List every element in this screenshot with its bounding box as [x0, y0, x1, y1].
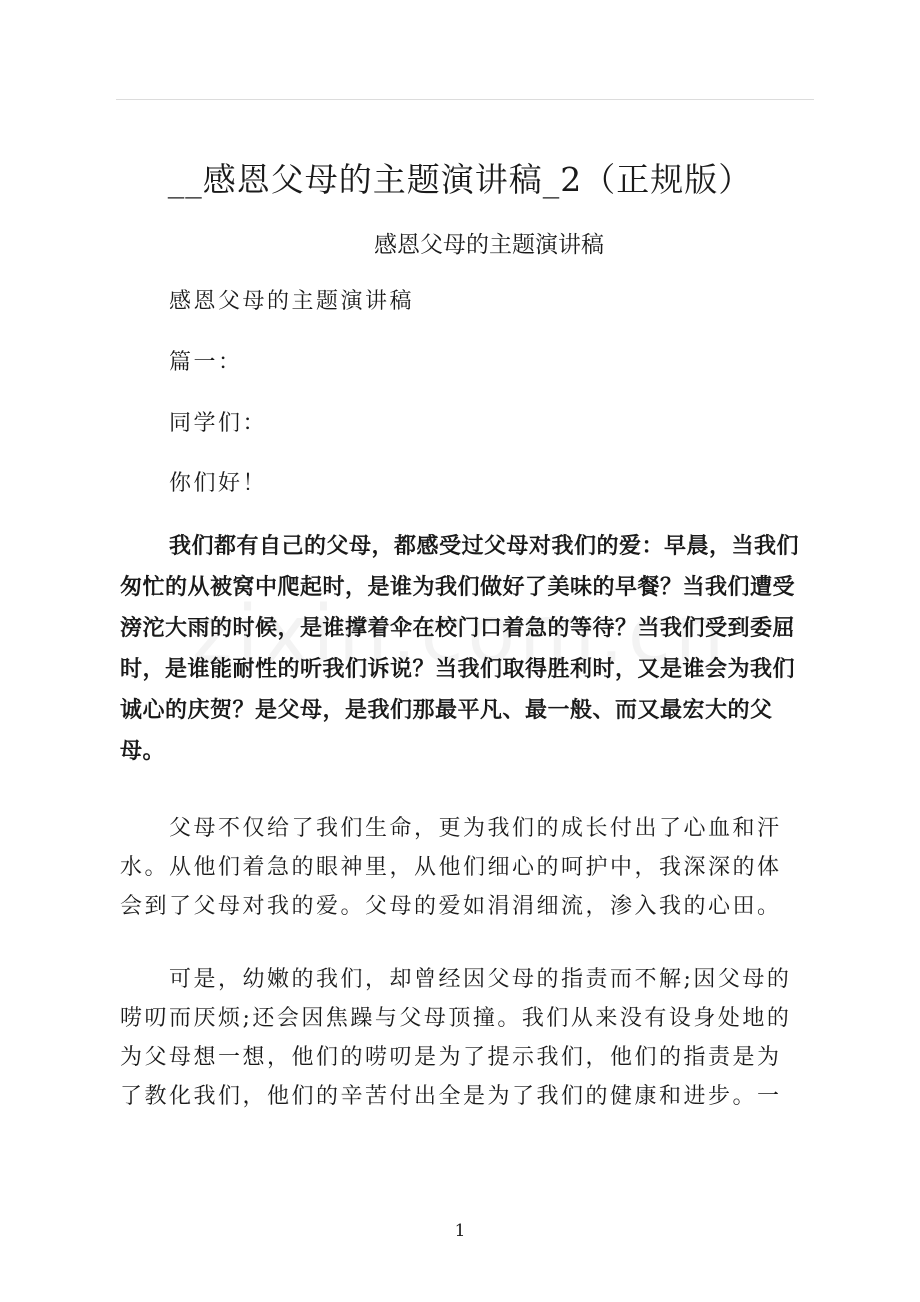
watermark — [0, 590, 920, 680]
header-rule — [116, 99, 814, 100]
paragraph-body: 父母不仅给了我们生命，更为我们的成长付出了心血和汗水。从他们着急的眼神里，从他们细心的呵护中，我深深的体会到了父母对我的爱。父母的爱如涓涓细流，渗入我的心田。 — [120, 816, 782, 919]
paragraph-heading: 感恩父母的主题演讲稿 — [169, 289, 415, 314]
document-subtitle: 感恩父母的主题演讲稿 — [374, 232, 604, 258]
paragraph-body-bold: 我们都有自己的父母，都感受过父母对我们的爱：早晨，当我们匆忙的从被窝中爬起时，是谁为我们做好了美味的早餐？当我们遭受滂沱大雨的时候，是谁撑着伞在校门口着急的等待？当我们受到委屈时，是谁能耐性的听我们诉说？当我们取得胜利时，又是谁会为我们诚心的庆贺？是父母，是我们那最平凡、最一般、而又最宏大的父母。 — [120, 534, 800, 764]
paragraph-greeting: 你们好！ — [169, 471, 268, 496]
document-title: __感恩父母的主题演讲稿_2（正规版） — [167, 160, 753, 199]
paragraph-salutation: 同学们： — [169, 411, 268, 436]
paragraph-section-label: 篇一： — [169, 350, 243, 375]
page-number: 1 — [454, 1221, 466, 1241]
paragraph-body: 可是，幼嫩的我们，却曾经因父母的指责而不解;因父母的唠叨而厌烦;还会因焦躁与父母顶撞。我们从来没有设身处地的为父母想一想，他们的唠叨是为了提示我们，他们的指责是为了教化我们，他们的辛苦付出全是为了我们的健康和进步。一 — [120, 967, 792, 1109]
